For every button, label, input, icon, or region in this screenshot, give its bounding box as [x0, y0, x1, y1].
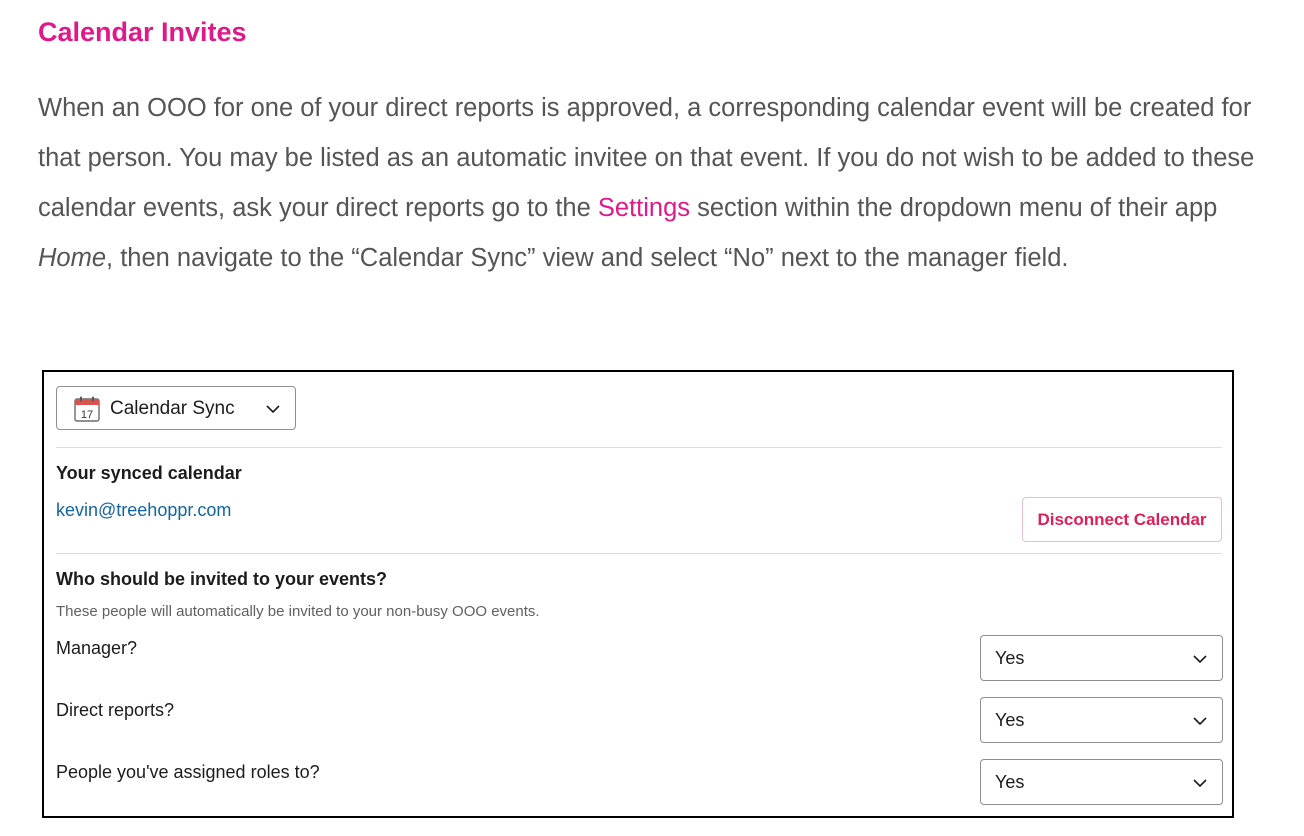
direct-reports-select[interactable]: [980, 697, 1223, 743]
calendar-sync-screenshot: [42, 370, 1234, 818]
calendar-icon-day: 17: [80, 409, 94, 421]
disconnect-calendar-button[interactable]: Disconnect Calendar: [1022, 497, 1222, 542]
invite-section-title: Who should be invited to your events?: [56, 569, 388, 589]
assigned-roles-select[interactable]: [980, 759, 1223, 805]
chevron-down-icon: [266, 405, 280, 414]
home-emphasis: Home: [38, 244, 107, 272]
view-select-dropdown[interactable]: [56, 386, 296, 430]
manager-select[interactable]: [980, 635, 1223, 681]
paragraph-text-3: , then navigate to the “Calendar Sync” view and select “No” next to the manager field.: [106, 244, 1069, 272]
synced-email-link[interactable]: kevin@treehoppr.com: [56, 500, 232, 520]
instructions-paragraph: [38, 83, 1288, 283]
synced-calendar-title: Your synced calendar: [56, 463, 242, 483]
section-heading: Calendar Invites: [38, 17, 247, 47]
paragraph-text-2: section within the dropdown menu of their app: [690, 194, 1218, 222]
paragraph-text-1: When an OOO for one of your direct reports is approved, a corresponding calendar event will be created for that person. You may be listed as an automatic invitee on that event. If you do not wish to be added to these calendar events, ask your direct reports go to the: [38, 94, 1255, 222]
chevron-down-icon: [1193, 717, 1207, 726]
invite-section-subtext: These people will automatically be invited to your non-busy OOO events.: [56, 603, 540, 620]
calendar-icon: [74, 396, 100, 422]
assigned-roles-label: People you've assigned roles to?: [56, 762, 320, 782]
manager-select-value: Yes: [995, 648, 1025, 668]
view-select-label: Calendar Sync: [110, 398, 235, 419]
manager-label: Manager?: [56, 638, 138, 658]
divider: [56, 553, 1222, 554]
chevron-down-icon: [1193, 779, 1207, 788]
chevron-down-icon: [1193, 655, 1207, 664]
settings-link[interactable]: Settings: [597, 194, 691, 222]
divider: [56, 447, 1222, 448]
direct-reports-label: Direct reports?: [56, 700, 175, 720]
assigned-roles-select-value: Yes: [995, 772, 1025, 792]
direct-reports-select-value: Yes: [995, 710, 1025, 730]
